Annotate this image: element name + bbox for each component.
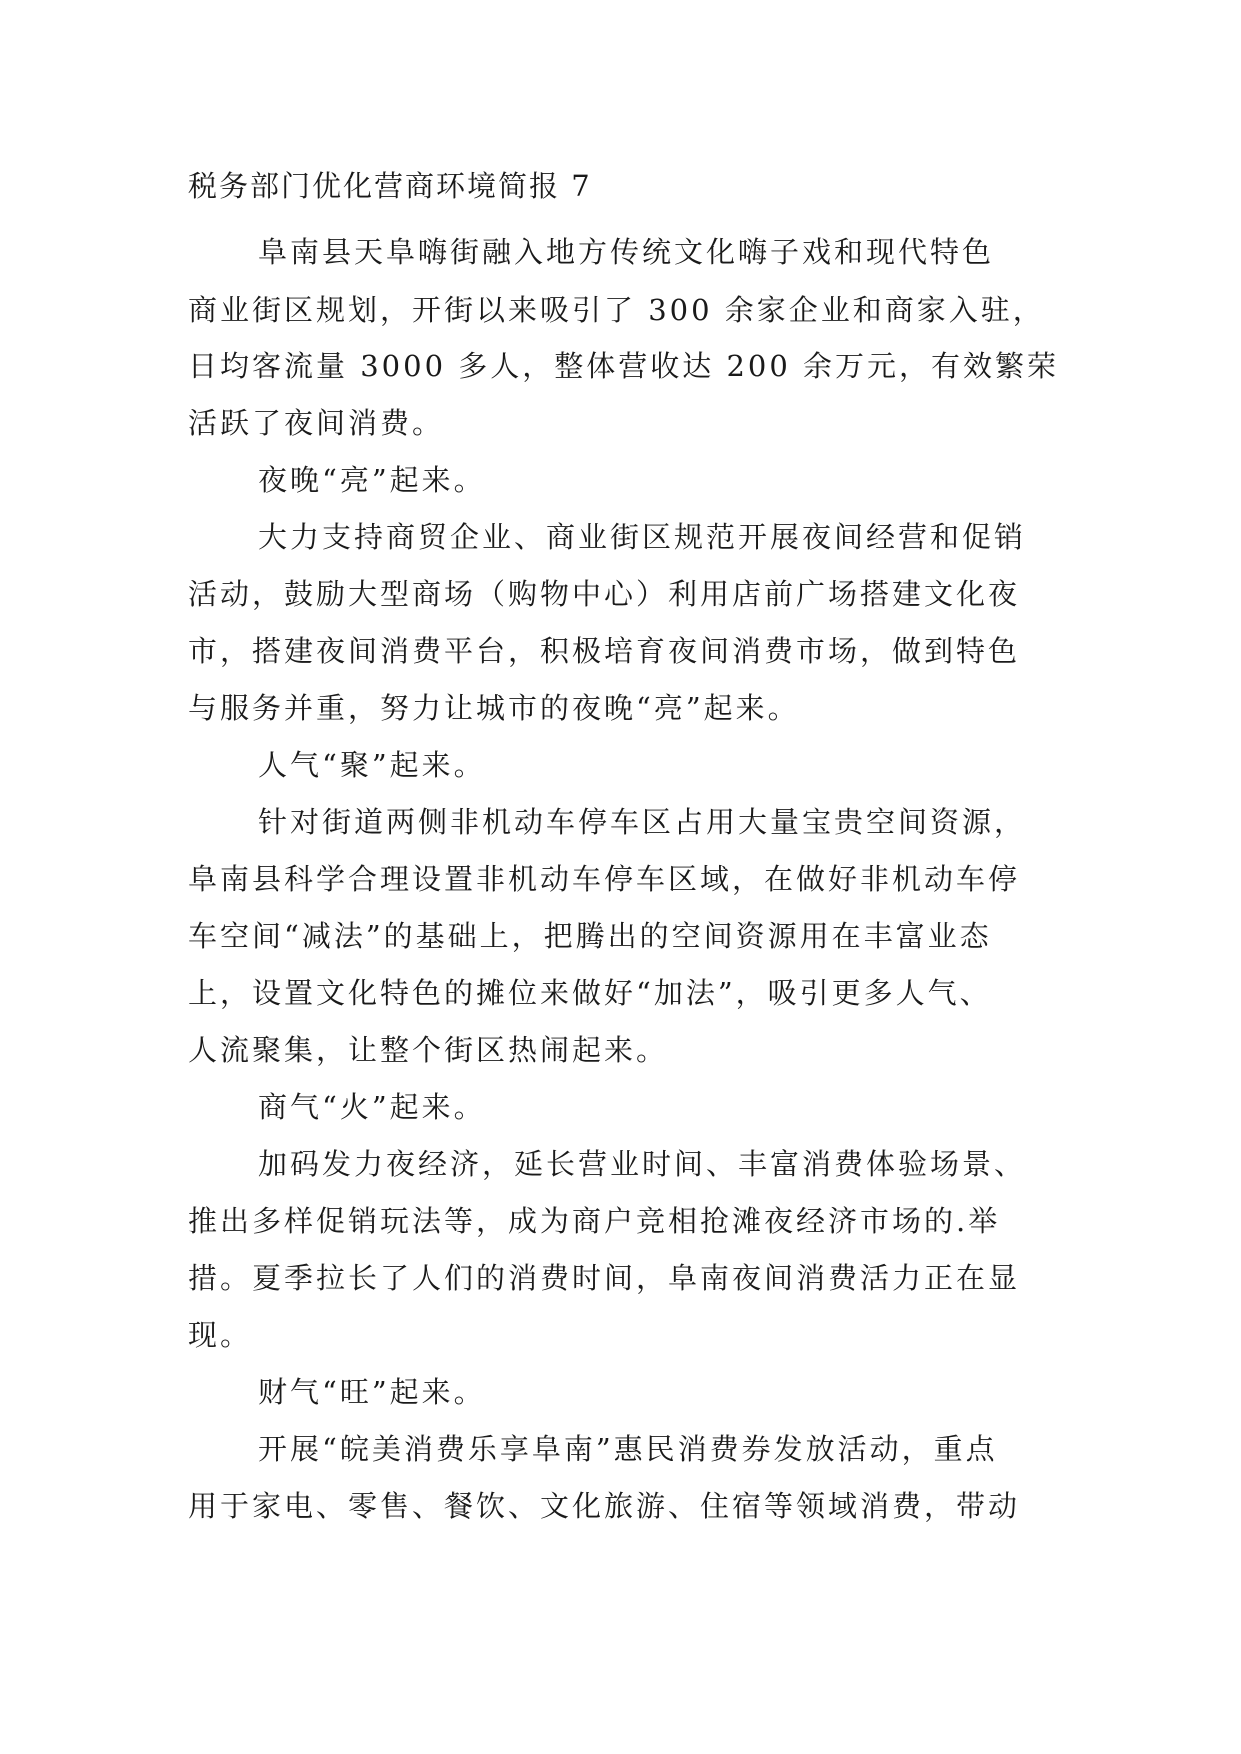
paragraph-3-line-1: 针对街道两侧非机动车停车区占用大量宝贵空间资源，	[258, 805, 1027, 839]
section-heading-night-bright: 夜晚“亮”起来。	[258, 463, 486, 497]
paragraph-1-line-4: 活跃了夜间消费。	[188, 406, 445, 440]
paragraph-3-line-2: 阜南县科学合理设置非机动车停车区域，在做好非机动车停	[188, 862, 1021, 896]
paragraph-3-line-4: 上，设置文化特色的摊位来做好“加法”，吸引更多人气、	[188, 976, 992, 1010]
paragraph-2-line-4: 与服务并重，努力让城市的夜晚“亮”起来。	[188, 691, 800, 725]
section-heading-wealth: 财气“旺”起来。	[258, 1375, 486, 1409]
paragraph-5-line-2: 用于家电、零售、餐饮、文化旅游、住宿等领域消费，带动	[188, 1489, 1021, 1523]
paragraph-1-line-2: 商业街区规划，开街以来吸引了 300 余家企业和商家入驻，	[188, 293, 1045, 327]
paragraph-4-line-2: 推出多样促销玩法等，成为商户竞相抢滩夜经济市场的.举	[188, 1204, 1001, 1238]
paragraph-1-line-3: 日均客流量 3000 多人，整体营收达 200 余万元，有效繁荣	[188, 349, 1060, 383]
paragraph-4-line-3: 措。夏季拉长了人们的消费时间，阜南夜间消费活力正在显	[188, 1261, 1021, 1295]
paragraph-2-line-3: 市，搭建夜间消费平台，积极培育夜间消费市场，做到特色	[188, 634, 1021, 668]
section-heading-business: 商气“火”起来。	[258, 1090, 486, 1124]
section-heading-popularity: 人气“聚”起来。	[258, 748, 486, 782]
paragraph-2-line-2: 活动，鼓励大型商场（购物中心）利用店前广场搭建文化夜	[188, 577, 1021, 611]
paragraph-5-line-1: 开展“皖美消费乐享阜南”惠民消费券发放活动，重点	[258, 1432, 998, 1466]
paragraph-1-line-1: 阜南县天阜嗨街融入地方传统文化嗨子戏和现代特色	[258, 235, 995, 269]
paragraph-3-line-5: 人流聚集，让整个街区热闹起来。	[188, 1033, 669, 1067]
paragraph-4-line-1: 加码发力夜经济，延长营业时间、丰富消费体验场景、	[258, 1147, 1027, 1181]
paragraph-4-line-4: 现。	[188, 1318, 253, 1352]
paragraph-2-line-1: 大力支持商贸企业、商业街区规范开展夜间经营和促销	[258, 520, 1027, 554]
document-title: 税务部门优化营商环境简报 7	[188, 169, 592, 203]
paragraph-3-line-3: 车空间“减法”的基础上，把腾出的空间资源用在丰富业态	[188, 919, 992, 953]
